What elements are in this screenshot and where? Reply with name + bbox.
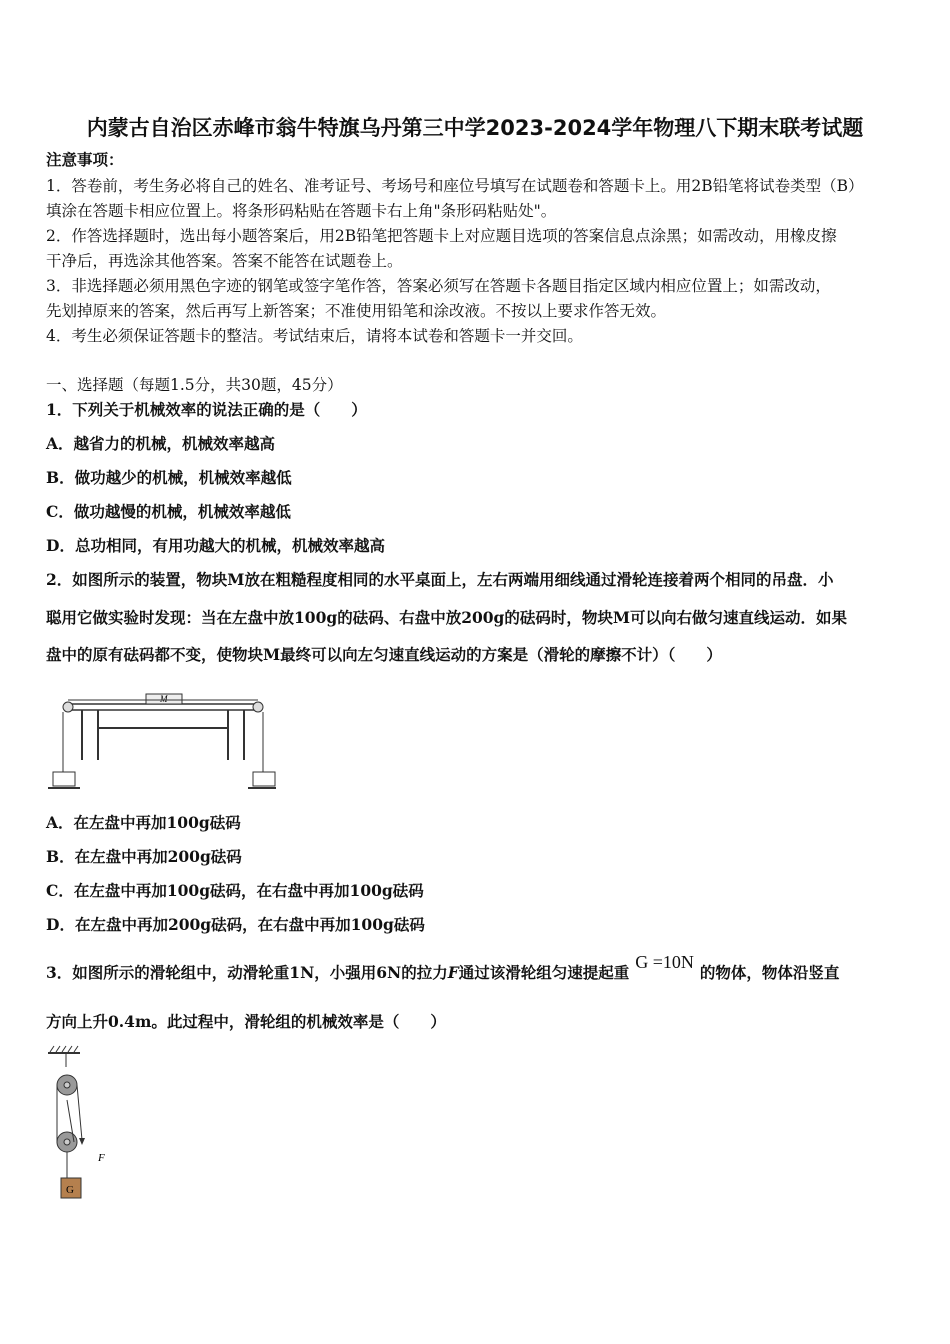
notice-heading: 注意事项： [46, 150, 124, 169]
q1-option-c: C．做功越慢的机械，机械效率越低 [46, 502, 291, 521]
q3-stem-part: 的物体，物体沿竖直 [699, 963, 840, 982]
notice-line: 3．非选择题必须用黑色字迹的钢笔或签字笔作答，答案必须写在答题卡各题目指定区域内相应位置上；如需改动， [46, 277, 831, 295]
q2-option-c: C．在左盘中再加100g砝码，在右盘中再加100g砝码 [46, 881, 424, 900]
notice-line: 4．考生必须保证答题卡的整洁。考试结束后，请将本试卷和答题卡一并交回。 [46, 327, 583, 345]
notice-line: 干净后，再选涂其他答案。答案不能答在试题卷上。 [46, 252, 403, 270]
block-label: M [160, 694, 168, 704]
notice-line: 2．作答选择题时，选出每小题答案后，用2B铅笔把答题卡上对应题目选项的答案信息点涂黑；如需改动，用橡皮擦 [46, 227, 837, 245]
q3-stem-part: 3．如图所示的滑轮组中，动滑轮重1N，小强用6N的拉力 [46, 963, 448, 982]
pulley-system-figure [44, 1045, 124, 1205]
notice-line: 1．答卷前，考生务必将自己的姓名、准考证号、考场号和座位号填写在试题卷和答题卡上。用2B铅笔将试卷类型（B） [46, 177, 864, 195]
q2-stem: 盘中的原有砝码都不变，使物块M最终可以向左匀速直线运动的方案是（滑轮的摩擦不计）（ ） [46, 645, 722, 664]
q1-stem: 1．下列关于机械效率的说法正确的是（ ） [46, 400, 367, 419]
force-label: F [98, 1152, 105, 1164]
notice-line: 先划掉原来的答案，然后再写上新答案；不准使用铅笔和涂改液。不按以上要求作答无效。 [46, 302, 667, 320]
notice-line: 填涂在答题卡相应位置上。将条形码粘贴在答题卡右上角"条形码粘贴处"。 [46, 202, 557, 220]
q1-option-a: A．越省力的机械，机械效率越高 [46, 434, 276, 453]
q2-option-b: B．在左盘中再加200g砝码 [46, 847, 242, 866]
q2-stem: 2．如图所示的装置，物块M放在粗糙程度相同的水平桌面上，左右两端用细线通过滑轮连接着两个相同的吊盘．小 [46, 570, 834, 589]
q2-stem: 聪用它做实验时发现：当在左盘中放100g的砝码、右盘中放200g的砝码时，物块M可以向右做匀速直线运动．如果 [46, 608, 848, 627]
weight-label: G [66, 1184, 74, 1196]
q2-option-d: D．在左盘中再加200g砝码，在右盘中再加100g砝码 [46, 915, 425, 934]
page-title: 内蒙古自治区赤峰市翁牛特旗乌丹第三中学2023-2024学年物理八下期末联考试题 [86, 116, 864, 140]
q1-option-b: B．做功越少的机械，机械效率越低 [46, 468, 292, 487]
q3-weight-formula: G =10N [635, 952, 694, 972]
q3-force-symbol: F [447, 963, 459, 982]
section-heading: 一、选择题（每题1.5分，共30题，45分） [46, 376, 343, 394]
table-pulley-figure [46, 690, 276, 795]
q2-option-a: A．在左盘中再加100g砝码 [46, 813, 241, 832]
q3-stem-part: 通过该滑轮组匀速提起重 [458, 963, 630, 982]
q3-stem: 方向上升0.4m。此过程中，滑轮组的机械效率是（ ） [46, 1012, 446, 1031]
q1-option-d: D．总功相同，有用功越大的机械，机械效率越高 [46, 536, 385, 555]
q3-stem [46, 952, 840, 983]
